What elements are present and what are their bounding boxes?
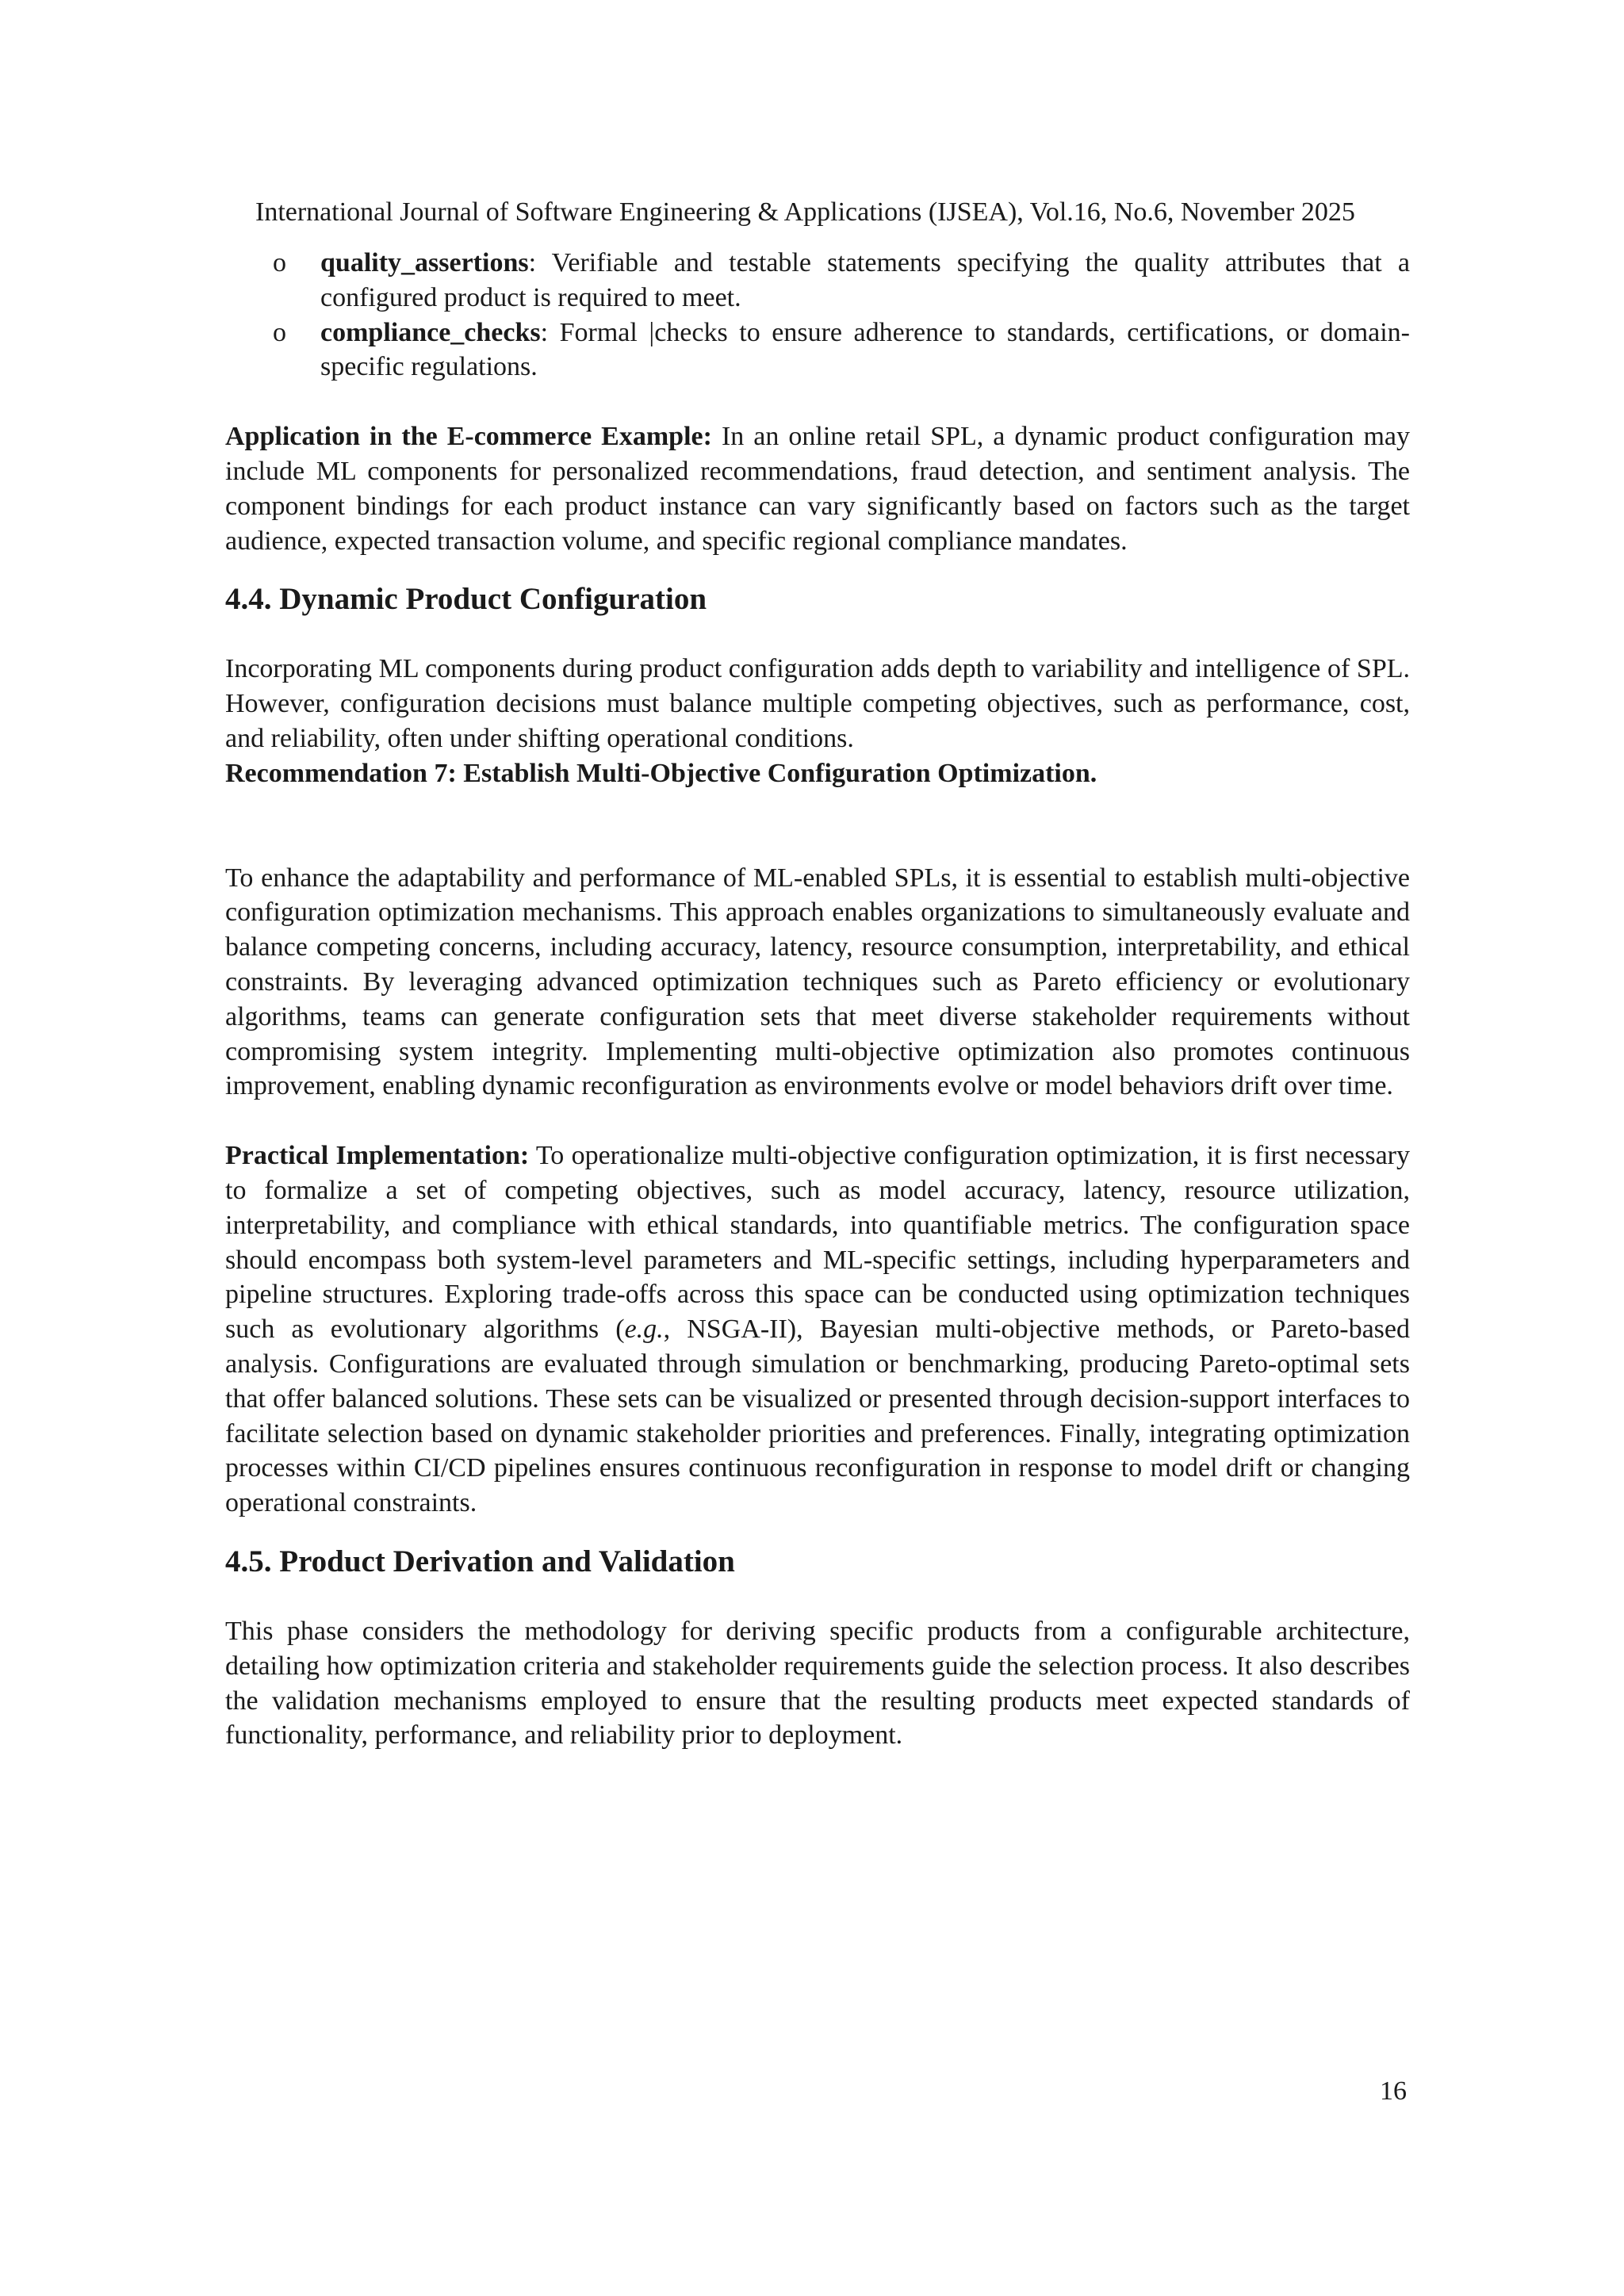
bullet-text: : Formal |checks to ensure adherence to standards, certifications, or domain-specific regulations. (320, 317, 1410, 382)
bullet-text: : Verifiable and testable statements specifying the quality attributes that a configured product is required to meet. (320, 248, 1410, 312)
bullet-marker: o (273, 317, 286, 347)
practical-implementation-paragraph (225, 1138, 1410, 1521)
list-item (225, 246, 1410, 316)
page-number: 16 (1380, 2076, 1407, 2106)
practical-text-part-1: To operationalize multi-objective configuration optimization, it is first necessary to formalize a set of competing objectives, such as model accuracy, latency, resource utilization, interpretability, and compliance with ethical standards, into quantifiable metrics. The configuration space should encompass both system-level parameters and ML-specific settings, including hyperparameters and pipeline structures. Exploring trade-offs across this space can be conducted using optimization techniques such as evolutionary algorithms ( (225, 1141, 1410, 1345)
section-4-5-body: This phase considers the methodology for deriving specific products from a configurable architecture, detailing how optimization criteria and stakeholder requirements guide the selection process. It also describes the validation mechanisms employed to ensure that the resulting products meet expected standards of functionality, performance, and reliability prior to deployment. (225, 1616, 1410, 1751)
bullet-marker: o (273, 248, 286, 277)
application-example-paragraph (225, 419, 1410, 558)
practical-implementation-label: Practical Implementation: (225, 1141, 530, 1171)
practical-text-part-2: , NSGA-II), Bayesian multi-objective methods, or Pareto-based analysis. Configurations are evaluated through simulation or benchmarking, producing Pareto-optimal sets that offer balanced solutions. These sets can be visualized or presented through decision-support interfaces to facilitate selection based on dynamic stakeholder priorities and preferences. Finally, integrating optimization processes within CI/CD pipelines ensures continuous reconfiguration in response to model drift or changing operational constraints. (225, 1314, 1410, 1518)
list-item (225, 316, 1410, 385)
application-example-label: Application in the E-commerce Example: (225, 422, 712, 452)
section-4-5-heading: 4.5. Product Derivation and Validation (225, 1544, 735, 1578)
bullet-term: compliance_checks (320, 317, 541, 347)
recommendation-7-text: Recommendation 7: Establish Multi-Objective Configuration Optimization. (225, 758, 1097, 788)
section-4-4-heading: 4.4. Dynamic Product Configuration (225, 582, 707, 617)
running-header: International Journal of Software Engineering & Applications (IJSEA), Vol.16, No.6, November 2025 (255, 197, 1355, 227)
recommendation-7 (225, 756, 1410, 791)
bullet-list (225, 246, 1410, 385)
section-4-4-body: To enhance the adaptability and performance of ML-enabled SPLs, it is essential to establish multi-objective configuration optimization mechanisms. This approach enables organizations to simultaneously evaluate and balance competing concerns, including accuracy, latency, resource consumption, interpretability, and ethical constraints. By leveraging advanced optimization techniques such as Pareto efficiency or evolutionary algorithms, teams can generate configuration sets that meet diverse stakeholder requirements without compromising system integrity. Implementing multi-objective optimization also promotes continuous improvement, enabling dynamic reconfiguration as environments evolve or model behaviors drift over time. (225, 863, 1410, 1101)
page-content (225, 246, 1410, 1753)
bullet-term: quality_assertions (320, 248, 529, 277)
section-4-4-intro: Incorporating ML components during product configuration adds depth to variability and intelligence of SPL. However, configuration decisions must balance multiple competing objectives, such as performance, cost, and reliability, often under shifting operational conditions. (225, 654, 1410, 753)
application-example-text: In an online retail SPL, a dynamic product configuration may include ML components for personalized recommendations, fraud detection, and sentiment analysis. The component bindings for each product instance can vary significantly based on factors such as the target audience, expected transaction volume, and specific regional compliance mandates. (225, 422, 1410, 556)
practical-eg: e.g. (624, 1314, 664, 1345)
